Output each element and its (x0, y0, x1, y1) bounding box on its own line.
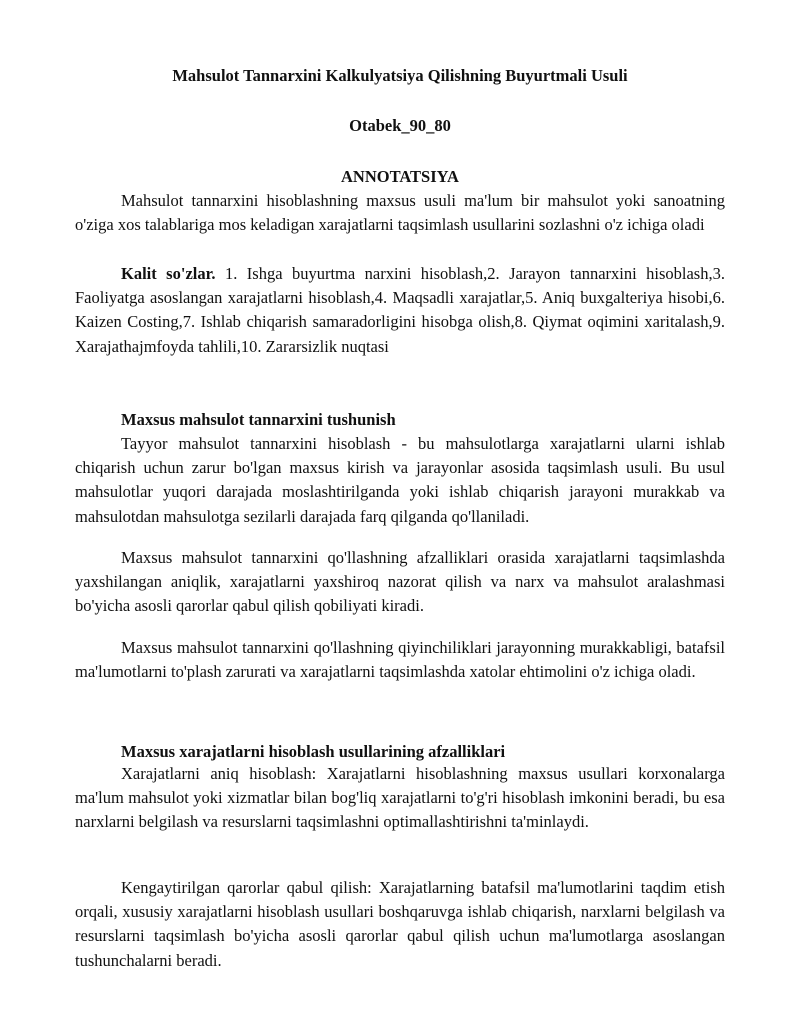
section1-paragraph-3: Maxsus mahsulot tannarxini qo'llashning qiyinchiliklari jarayonning murakkabligi, batafsil ma'lumotlarni to'plash zarurati va xarajatlarni taqsimlashda xatolar ehtimolini o'z ichiga oladi. (75, 638, 725, 682)
section-heading-understanding: Maxsus mahsulot tannarxini tushunish (121, 410, 396, 429)
keywords-label: Kalit so'zlar. (121, 264, 216, 283)
document-author: Otabek_90_80 (349, 116, 451, 135)
section-heading-advantages: Maxsus xarajatlarni hisoblash usullarining afzalliklari (121, 742, 506, 761)
annotation-paragraph: Mahsulot tannarxini hisoblashning maxsus usuli ma'lum bir mahsulot yoki sanoatning o'ziga xos talablariga mos keladigan xarajatlarni taqsimlash usullarini sozlashni o'z ichiga oladi (75, 191, 725, 235)
section1-paragraph-1: Tayyor mahsulot tannarxini hisoblash - bu mahsulotlarga xarajatlarni ularni ishlab chiqarish uchun zarur bo'lgan maxsus kirish va jarayonlar asosida taqsimlash usuli. Bu usul mahsulotlar yuqori darajada moslashtirilganda yoki ishlab chiqarish jarayoni murakkab va mahsulotdan mahsulotga sezilarli darajada farq qilganda qo'llaniladi. (75, 434, 725, 526)
keywords-paragraph (75, 262, 725, 359)
section2-paragraph-1: Xarajatlarni aniq hisoblash: Xarajatlarni hisoblashning maxsus usullari korxonalarga ma'lum mahsulot yoki xizmatlar bilan bog'liq xarajatlarni to'g'ri hisoblash imkonini beradi, bu esa narxlarni belgilash va resurslarni taqsimlashni optimallashtirishni ta'minlaydi. (75, 764, 725, 832)
section2-paragraph-2: Kengaytirilgan qarorlar qabul qilish: Xarajatlarning batafsil ma'lumotlarini taqdim etish orqali, xususiy xarajatlarni hisoblash usullari boshqaruvga ishlab chiqarish, narxlarni belgilash va resurslarni taqsimlash bo'yicha asosli qarorlar qabul qilish uchun ma'lumotlarga asoslangan tushunchalarni beradi. (75, 878, 725, 970)
keywords-text: 1. Ishga buyurtma narxini hisoblash,2. Jarayon tannarxini hisoblash,3. Faoliyatga asoslangan xarajatlarni hisoblash,4. Maqsadli xarajatlar,5. Aniq buxgalteriya hisobi,6. Kaizen Costing,7. Ishlab chiqarish samaradorligini hisobga olish,8. Qiymat oqimini xaritalash,9. Xarajathajmfoyda tahlili,10. Zararsizlik nuqtasi (75, 264, 725, 356)
annotation-heading: ANNOTATSIYA (341, 167, 459, 186)
section1-paragraph-2: Maxsus mahsulot tannarxini qo'llashning afzalliklari orasida xarajatlarni taqsimlashda yaxshilangan aniqlik, xarajatlarni yaxshiroq nazorat qilish va narx va mahsulot aralashmasi bo'yicha asosli qarorlar qabul qilish qobiliyati kiradi. (75, 548, 725, 616)
document-title: Mahsulot Tannarxini Kalkulyatsiya Qilishning Buyurtmali Usuli (172, 66, 628, 85)
